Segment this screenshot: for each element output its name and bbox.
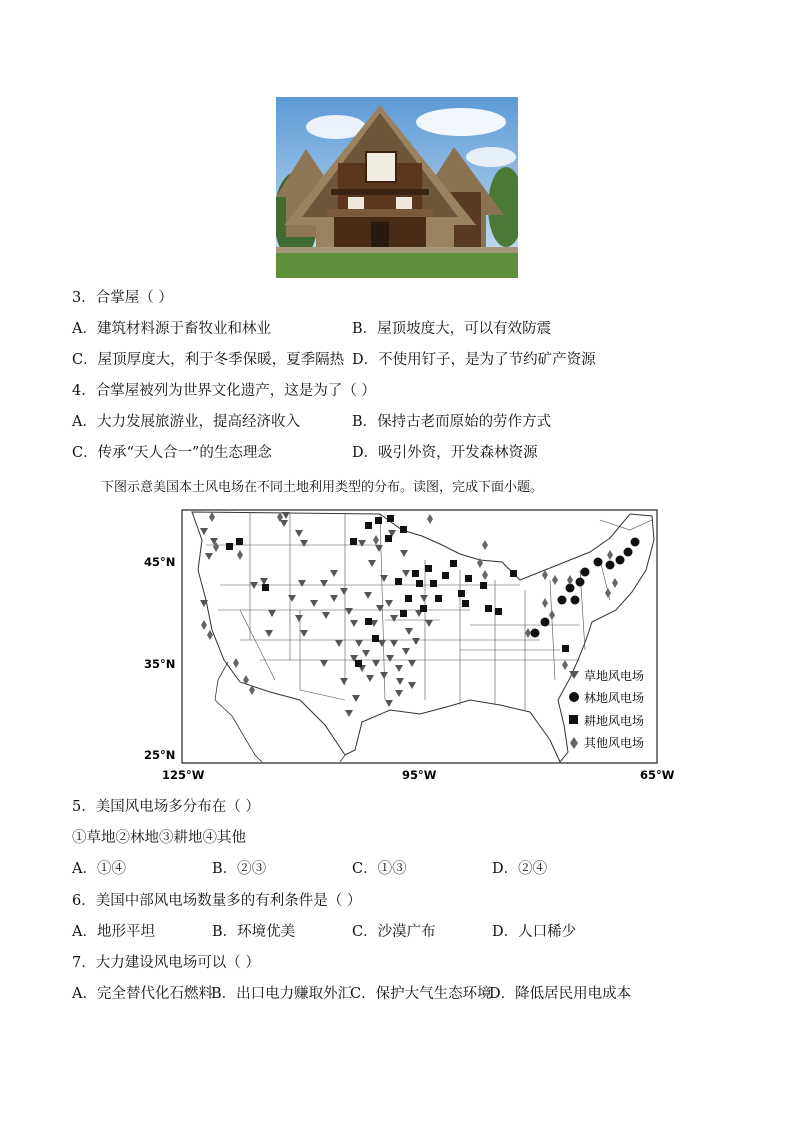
lat-label-45: 45°N <box>144 555 176 569</box>
lat-label-25: 25°N <box>144 748 176 762</box>
q7-option-b: B．出口电力赚取外汇 <box>211 986 353 1002</box>
legend-forest: 林地风电场 <box>584 691 645 705</box>
q6-option-d: D．人口稀少 <box>492 924 577 940</box>
q6-option-a: A．地形平坦 <box>72 924 155 940</box>
q6-option-c: C．沙漠广布 <box>352 924 436 940</box>
question-3-stem: 3．合掌屋（ ） <box>72 290 173 306</box>
q5-option-c: C．①③ <box>352 861 407 877</box>
q3-option-a: A．建筑材料源于畜牧业和林业 <box>72 321 271 337</box>
q4-option-c: C．传承“天人合一”的生态理念 <box>72 445 272 461</box>
legend-grassland: 草地风电场 <box>584 669 645 683</box>
q6-option-b: B．环境优美 <box>212 924 296 940</box>
q4-option-d: D．吸引外资，开发森林资源 <box>352 445 538 461</box>
legend-square-icon <box>569 715 578 724</box>
map-intro-text: 下图示意美国本土风电场在不同土地利用类型的分布。读图，完成下面小题。 <box>101 480 544 495</box>
q3-option-d: D．不使用钉子，是为了节约矿产资源 <box>352 352 596 368</box>
q5-option-d: D．②④ <box>492 861 548 877</box>
question-7-stem: 7．大力建设风电场可以（ ） <box>72 955 260 971</box>
q5-option-b: B．②③ <box>212 861 267 877</box>
q3-option-c: C．屋顶厚度大，利于冬季保暖，夏季隔热 <box>72 352 345 368</box>
us-wind-farm-map <box>140 500 685 785</box>
lon-label-95: 95°W <box>402 768 437 782</box>
question-5-items: ①草地②林地③耕地④其他 <box>72 830 246 846</box>
lon-label-65: 65°W <box>640 768 675 782</box>
q7-option-d: D．降低居民用电成本 <box>489 986 632 1002</box>
lon-label-125: 125°W <box>162 768 205 782</box>
q5-option-a: A．①④ <box>72 861 126 877</box>
question-4-stem: 4．合掌屋被列为世界文化遗产，这是为了（ ） <box>72 383 376 399</box>
q3-option-b: B．屋顶坡度大，可以有效防震 <box>352 321 552 337</box>
question-6-stem: 6．美国中部风电场数量多的有利条件是（ ） <box>72 893 362 909</box>
q4-option-b: B．保持古老而原始的劳作方式 <box>352 414 552 430</box>
question-5-stem: 5．美国风电场多分布在（ ） <box>72 799 260 815</box>
legend-circle-icon <box>569 692 579 702</box>
legend-cropland: 耕地风电场 <box>584 714 645 728</box>
q7-option-c: C．保护大气生态环境 <box>350 986 492 1002</box>
q4-option-a: A．大力发展旅游业，提高经济收入 <box>72 414 300 430</box>
thatched-farmhouse-photo <box>276 97 518 278</box>
lat-label-35: 35°N <box>144 657 176 671</box>
q7-option-a: A．完全替代化石燃料 <box>72 986 213 1002</box>
legend-other: 其他风电场 <box>584 736 645 750</box>
